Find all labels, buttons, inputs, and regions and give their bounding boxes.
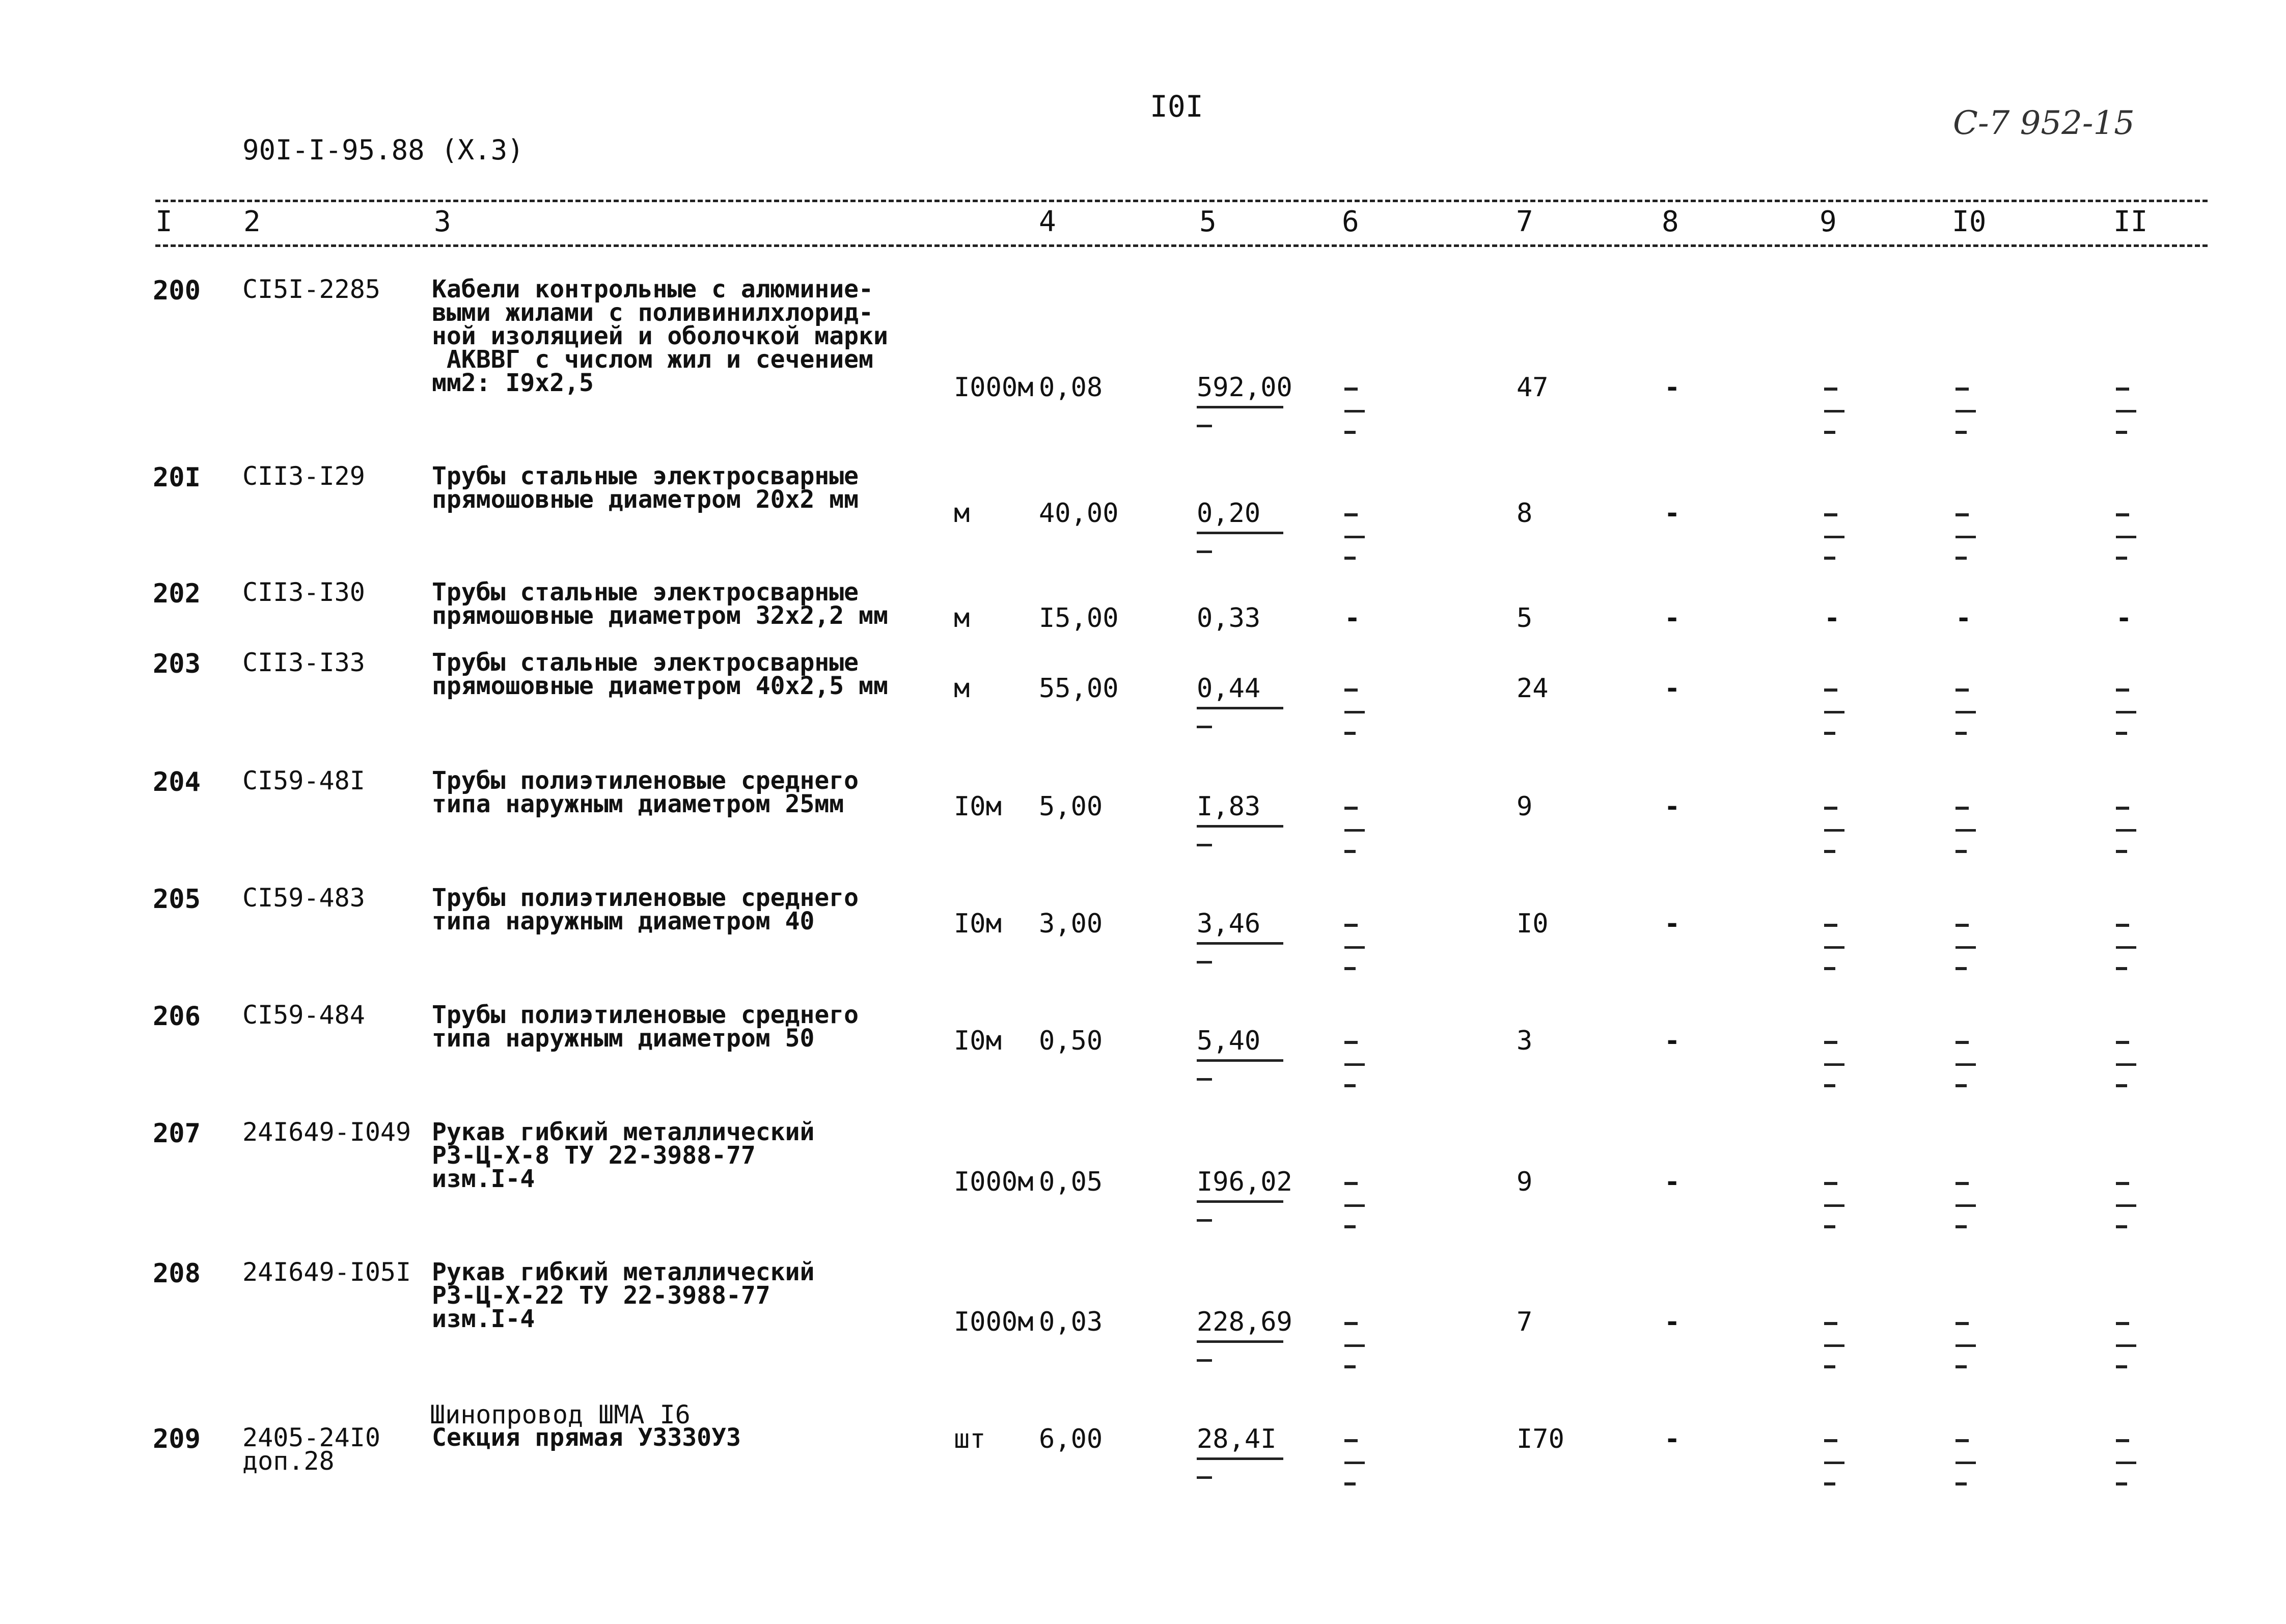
dash-mark	[1824, 1344, 1844, 1347]
unit: I0м	[954, 909, 1002, 939]
dash-mark	[1824, 732, 1835, 735]
dash-stack-c9	[1824, 807, 1850, 853]
unit: шт	[954, 1424, 986, 1454]
dash-value-c9: -	[1824, 603, 1840, 634]
dash-mark	[2116, 1344, 2136, 1347]
column-header: 7	[1516, 205, 1533, 238]
dash-stack-c10	[1956, 924, 1981, 970]
fraction-bar	[1197, 1200, 1283, 1203]
value-col-7: 3	[1517, 1026, 1533, 1056]
dash-mark	[1344, 829, 1365, 832]
dash-mark	[1824, 410, 1844, 412]
dash-mark	[2116, 388, 2129, 391]
dash-stack-c6	[1344, 689, 1370, 735]
dash-mark	[1344, 410, 1365, 412]
fraction-bar	[1197, 532, 1283, 534]
dash-mark	[1344, 431, 1356, 434]
dash-mark	[1344, 1084, 1356, 1087]
dash-stack-c10	[1956, 1041, 1981, 1087]
dash-stack-c11	[2116, 1439, 2141, 1485]
dash-value-c8: -	[1664, 498, 1681, 529]
dash-mark	[1344, 513, 1358, 516]
dash-mark	[1344, 388, 1358, 391]
dash-mark	[2116, 946, 2136, 949]
dash-mark	[2116, 1084, 2127, 1087]
row-number: 202	[153, 579, 201, 609]
dash-value-c8: -	[1664, 1167, 1681, 1197]
unit-price: 0,20	[1197, 498, 1261, 529]
unit-price-fraction	[1197, 911, 1293, 964]
dash-mark	[1824, 1041, 1837, 1044]
dash-stack-c6	[1344, 1439, 1370, 1485]
dash-mark	[1824, 1365, 1835, 1368]
dash-mark	[1956, 1225, 1967, 1228]
dash-stack-c11	[2116, 924, 2141, 970]
dash-mark	[2116, 1204, 2136, 1207]
header-bottom-rule	[155, 244, 2208, 247]
row-number: 203	[153, 649, 201, 679]
dash-mark	[1956, 1344, 1976, 1347]
rate-code: CI5I-2285	[242, 274, 380, 304]
dash-mark	[2116, 689, 2129, 692]
item-description: Рукав гибкий металлический РЗ-Ц-Х-22 ТУ 22-3988-77 изм.I-4	[432, 1258, 815, 1333]
dash-mark	[2116, 536, 2136, 538]
rate-code: CI59-48I	[242, 766, 365, 795]
dash-mark	[1956, 689, 1969, 692]
dash-mark	[1824, 689, 1837, 692]
quantity: 55,00	[1039, 673, 1119, 704]
dash-mark	[2116, 1482, 2127, 1485]
item-description: Трубы стальные электросварные прямошовные диаметром 40x2,5 мм	[432, 648, 888, 700]
unit: м	[954, 673, 970, 704]
handwritten-stamp: С-7 952-15	[1953, 104, 2135, 142]
fraction-denominator-dash	[1197, 1078, 1212, 1081]
fraction-denominator-dash	[1197, 726, 1212, 728]
dash-mark	[1824, 946, 1844, 949]
fraction-bar	[1197, 406, 1283, 408]
dash-mark	[1824, 536, 1844, 538]
dash-mark	[2116, 829, 2136, 832]
unit-price: 592,00	[1197, 372, 1292, 403]
dash-mark	[1824, 557, 1835, 560]
header-top-rule	[155, 200, 2208, 202]
dash-value-c8: -	[1664, 603, 1681, 634]
dash-mark	[1956, 711, 1976, 713]
item-description: Кабели контрольные с алюминие- выми жилами с поливинилхлорид- ной изоляцией и оболочкой марки АКВВГ с числом жил и сечением мм2: I9x2,5	[432, 275, 888, 397]
dash-mark	[1956, 1204, 1976, 1207]
fraction-denominator-dash	[1197, 425, 1212, 427]
dash-value-c8: -	[1664, 1424, 1681, 1454]
unit-price-fraction	[1197, 374, 1293, 427]
dash-stack-c10	[1956, 388, 1981, 434]
dash-mark	[1956, 1365, 1967, 1368]
dash-mark	[1956, 1439, 1969, 1442]
dash-value-c6: -	[1344, 603, 1361, 634]
dash-mark	[1344, 711, 1365, 713]
dash-mark	[1956, 388, 1969, 391]
dash-stack-c6	[1344, 1041, 1370, 1087]
unit-price: 0,33	[1197, 603, 1261, 634]
dash-mark	[1956, 946, 1976, 949]
dash-mark	[1824, 711, 1844, 713]
row-number: 20I	[153, 462, 201, 493]
row-number: 208	[153, 1258, 201, 1289]
dash-stack-c9	[1824, 689, 1850, 735]
dash-mark	[1824, 431, 1835, 434]
unit: I000м	[954, 1307, 1034, 1337]
row-number: 205	[153, 884, 201, 915]
dash-stack-c11	[2116, 1041, 2141, 1087]
dash-mark	[1344, 924, 1358, 927]
dash-stack-c10	[1956, 1182, 1981, 1228]
row-number: 207	[153, 1118, 201, 1149]
value-col-7: 9	[1517, 791, 1533, 822]
fraction-bar	[1197, 707, 1283, 709]
dash-mark	[1344, 536, 1365, 538]
dash-stack-c10	[1956, 1439, 1981, 1485]
item-description: Трубы стальные электросварные прямошовные диаметром 20x2 мм	[432, 462, 859, 514]
dash-mark	[2116, 1182, 2129, 1185]
dash-mark	[1344, 732, 1356, 735]
dash-mark	[1956, 431, 1967, 434]
dash-stack-c11	[2116, 1182, 2141, 1228]
fraction-denominator-dash	[1197, 1219, 1212, 1222]
dash-mark	[1824, 1084, 1835, 1087]
rate-code: CII3-I29	[242, 461, 365, 491]
dash-mark	[2116, 924, 2129, 927]
dash-mark	[2116, 711, 2136, 713]
dash-stack-c9	[1824, 513, 1850, 560]
fraction-denominator-dash	[1197, 844, 1212, 846]
dash-mark	[1344, 1041, 1358, 1044]
rate-code: 2405-24I0 доп.28	[242, 1423, 380, 1476]
rate-code: 24I649-I049	[242, 1117, 411, 1147]
fraction-bar	[1197, 1457, 1283, 1460]
value-col-7: 24	[1517, 673, 1549, 704]
fraction-bar	[1197, 1059, 1283, 1062]
column-header: I0	[1952, 205, 1987, 238]
dash-mark	[1824, 1462, 1844, 1464]
fraction-bar	[1197, 942, 1283, 945]
value-col-7: 7	[1517, 1307, 1533, 1337]
dash-stack-c6	[1344, 388, 1370, 434]
item-description: Рукав гибкий металлический РЗ-Ц-Х-8 ТУ 22-3988-77 изм.I-4	[432, 1118, 815, 1193]
row-number: 209	[153, 1424, 201, 1454]
unit-price: 3,46	[1197, 909, 1261, 939]
dash-mark	[2116, 1439, 2129, 1442]
fraction-bar	[1197, 1340, 1283, 1343]
dash-mark	[1956, 557, 1967, 560]
unit: I0м	[954, 1026, 1002, 1056]
dash-mark	[1344, 967, 1356, 970]
dash-mark	[1824, 1225, 1835, 1228]
unit-price-fraction	[1197, 1426, 1293, 1479]
dash-mark	[2116, 807, 2129, 810]
column-header: 2	[243, 205, 261, 238]
fraction-denominator-dash	[1197, 961, 1212, 964]
unit: I0м	[954, 791, 1002, 822]
dash-stack-c9	[1824, 1439, 1850, 1485]
unit: м	[954, 498, 970, 529]
dash-mark	[1824, 924, 1837, 927]
dash-mark	[1956, 924, 1969, 927]
value-col-7: 9	[1517, 1167, 1533, 1197]
dash-mark	[2116, 1322, 2129, 1325]
item-description: Трубы стальные электросварные прямошовные диаметром 32x2,2 мм	[432, 578, 888, 630]
item-description: Трубы полиэтиленовые среднего типа наружным диаметром 25мм	[432, 766, 859, 818]
column-header: I	[155, 205, 173, 238]
quantity: I5,00	[1039, 603, 1119, 634]
dash-mark	[1824, 1322, 1837, 1325]
dash-stack-c11	[2116, 1322, 2141, 1368]
dash-mark	[1824, 1063, 1844, 1066]
dash-mark	[2116, 1462, 2136, 1464]
column-header: II	[2113, 205, 2148, 238]
dash-mark	[1824, 1182, 1837, 1185]
dash-mark	[1956, 536, 1976, 538]
dash-mark	[1956, 732, 1967, 735]
value-col-7: I70	[1517, 1424, 1564, 1454]
dash-mark	[2116, 431, 2127, 434]
rate-code: CII3-I33	[242, 648, 365, 677]
rate-code: CI59-484	[242, 1000, 365, 1030]
dash-value-c8: -	[1664, 673, 1681, 704]
dash-mark	[1824, 1482, 1835, 1485]
section-title: Шинопровод ШМА I6	[430, 1400, 691, 1429]
dash-value-c8: -	[1664, 372, 1681, 403]
unit-price-fraction	[1197, 1028, 1293, 1081]
rate-code: CI59-483	[242, 883, 365, 913]
dash-stack-c11	[2116, 807, 2141, 853]
dash-mark	[1344, 689, 1358, 692]
quantity: 0,50	[1039, 1026, 1103, 1056]
dash-mark	[1824, 850, 1835, 853]
dash-stack-c10	[1956, 807, 1981, 853]
dash-mark	[1344, 946, 1365, 949]
value-col-7: 5	[1517, 603, 1533, 634]
dash-mark	[2116, 1063, 2136, 1066]
unit-price: I,83	[1197, 791, 1261, 822]
dash-stack-c6	[1344, 924, 1370, 970]
dash-mark	[1956, 513, 1969, 516]
unit-price: 5,40	[1197, 1026, 1261, 1056]
dash-value-c8: -	[1664, 1026, 1681, 1056]
dash-stack-c6	[1344, 1322, 1370, 1368]
column-header: 5	[1199, 205, 1217, 238]
dash-value-c8: -	[1664, 909, 1681, 939]
quantity: 0,08	[1039, 372, 1103, 403]
row-number: 204	[153, 767, 201, 797]
dash-mark	[1344, 1482, 1356, 1485]
column-header: 4	[1039, 205, 1056, 238]
dash-value-c11: -	[2116, 603, 2132, 634]
unit: м	[954, 603, 970, 634]
dash-stack-c9	[1824, 1041, 1850, 1087]
unit-price-fraction	[1197, 1169, 1293, 1222]
dash-mark	[1956, 1063, 1976, 1066]
dash-stack-c10	[1956, 689, 1981, 735]
unit-price-fraction	[1197, 1309, 1293, 1362]
dash-value-c8: -	[1664, 1307, 1681, 1337]
unit-price-fraction	[1197, 500, 1293, 553]
dash-mark	[1956, 967, 1967, 970]
dash-value-c10: -	[1956, 603, 1972, 634]
quantity: 40,00	[1039, 498, 1119, 529]
dash-mark	[1344, 1439, 1358, 1442]
unit-price-fraction	[1197, 675, 1293, 728]
column-header: 6	[1342, 205, 1359, 238]
dash-mark	[1956, 1041, 1969, 1044]
dash-stack-c10	[1956, 1322, 1981, 1368]
row-number: 206	[153, 1001, 201, 1032]
quantity: 0,05	[1039, 1167, 1103, 1197]
dash-value-c8: -	[1664, 791, 1681, 822]
dash-mark	[1824, 1204, 1844, 1207]
dash-mark	[1344, 1462, 1365, 1464]
quantity: 6,00	[1039, 1424, 1103, 1454]
unit-price: 28,4I	[1197, 1424, 1277, 1454]
dash-stack-c11	[2116, 388, 2141, 434]
dash-mark	[1344, 1063, 1365, 1066]
dash-stack-c9	[1824, 388, 1850, 434]
column-header: 9	[1820, 205, 1837, 238]
dash-mark	[1956, 1182, 1969, 1185]
dash-mark	[1824, 1439, 1837, 1442]
dash-stack-c9	[1824, 924, 1850, 970]
dash-mark	[2116, 732, 2127, 735]
dash-mark	[1344, 1182, 1358, 1185]
dash-stack-c9	[1824, 1182, 1850, 1228]
column-header: 8	[1662, 205, 1679, 238]
column-header: 3	[434, 205, 451, 238]
unit-price: 0,44	[1197, 673, 1261, 704]
fraction-denominator-dash	[1197, 550, 1212, 553]
page-number: I0I	[1150, 89, 1203, 124]
document-code: 90I-I-95.88 (X.3)	[242, 134, 524, 166]
dash-stack-c11	[2116, 689, 2141, 735]
dash-mark	[1956, 807, 1969, 810]
dash-mark	[1344, 1365, 1356, 1368]
value-col-7: 47	[1517, 372, 1549, 403]
dash-mark	[1344, 557, 1356, 560]
dash-mark	[1824, 967, 1835, 970]
dash-mark	[1344, 1322, 1358, 1325]
dash-mark	[1344, 850, 1356, 853]
dash-mark	[2116, 1225, 2127, 1228]
dash-mark	[1824, 513, 1837, 516]
dash-mark	[1344, 1225, 1356, 1228]
dash-mark	[2116, 967, 2127, 970]
quantity: 0,03	[1039, 1307, 1103, 1337]
dash-mark	[1956, 850, 1967, 853]
dash-mark	[1344, 807, 1358, 810]
rate-code: CII3-I30	[242, 577, 365, 607]
dash-mark	[1824, 807, 1837, 810]
unit-price: 228,69	[1197, 1307, 1292, 1337]
dash-mark	[1956, 1482, 1967, 1485]
dash-stack-c6	[1344, 1182, 1370, 1228]
dash-mark	[2116, 557, 2127, 560]
unit: I000м	[954, 1167, 1034, 1197]
item-description: Трубы полиэтиленовые среднего типа наружным диаметром 50	[432, 1001, 859, 1053]
dash-mark	[2116, 850, 2127, 853]
value-col-7: 8	[1517, 498, 1533, 529]
dash-mark	[2116, 1365, 2127, 1368]
dash-mark	[1824, 388, 1837, 391]
dash-stack-c11	[2116, 513, 2141, 560]
unit-price: I96,02	[1197, 1167, 1292, 1197]
dash-stack-c10	[1956, 513, 1981, 560]
dash-stack-c9	[1824, 1322, 1850, 1368]
dash-stack-c6	[1344, 807, 1370, 853]
row-number: 200	[153, 276, 201, 306]
unit-price-fraction	[1197, 793, 1293, 846]
dash-mark	[1824, 829, 1844, 832]
fraction-bar	[1197, 825, 1283, 828]
dash-mark	[1956, 829, 1976, 832]
item-description: Трубы полиэтиленовые среднего типа наружным диаметром 40	[432, 884, 859, 935]
dash-stack-c6	[1344, 513, 1370, 560]
fraction-denominator-dash	[1197, 1476, 1212, 1479]
dash-mark	[1956, 1462, 1976, 1464]
unit: I000м	[954, 372, 1034, 403]
rate-code: 24I649-I05I	[242, 1257, 411, 1287]
value-col-7: I0	[1517, 909, 1549, 939]
quantity: 5,00	[1039, 791, 1103, 822]
fraction-denominator-dash	[1197, 1359, 1212, 1362]
dash-mark	[1956, 410, 1976, 412]
item-description: Секция прямая УЗЗ30УЗ	[432, 1423, 741, 1452]
quantity: 3,00	[1039, 909, 1103, 939]
dash-mark	[2116, 410, 2136, 412]
dash-mark	[1956, 1084, 1967, 1087]
dash-mark	[1956, 1322, 1969, 1325]
dash-mark	[1344, 1344, 1365, 1347]
dash-mark	[2116, 1041, 2129, 1044]
dash-mark	[1344, 1204, 1365, 1207]
dash-mark	[2116, 513, 2129, 516]
